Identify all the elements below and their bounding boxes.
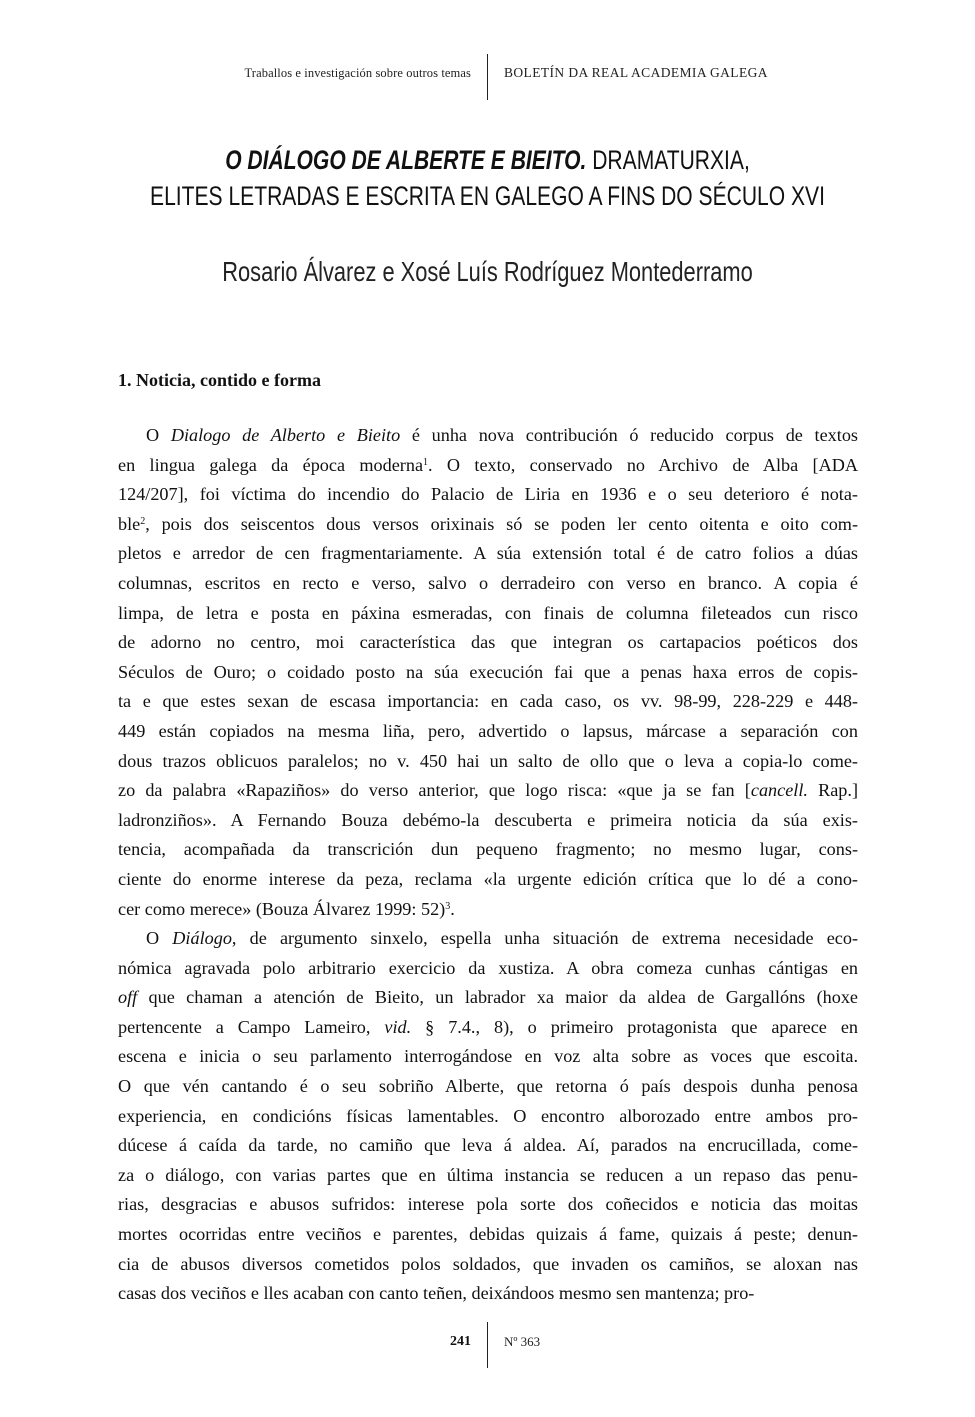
text-line — [118, 1102, 858, 1132]
text-run: ladronziños». A Fernando Bouza debémo-la descuberta e primeira noticia da súa exis- — [118, 809, 858, 830]
text-line — [118, 1161, 858, 1191]
text-line — [118, 1072, 858, 1102]
text-run: O — [146, 425, 171, 445]
text-run: tencia, acompañada da transcrición dun pequeno fragmento; no mesmo lugar, cons- — [118, 839, 858, 860]
text-run: O — [146, 928, 173, 949]
text-run: cer como merece» (Bouza Álvarez 1999: 52) — [118, 898, 446, 919]
page-footer — [0, 1322, 975, 1368]
text-line — [118, 539, 858, 569]
page-number: 241 — [450, 1334, 471, 1349]
text-line — [118, 865, 858, 895]
text-line — [118, 954, 858, 984]
text-line — [118, 1042, 858, 1072]
text-run: pletos e arredor de cen fragmentariamente. A súa extensión total é de catro folios a dúas — [118, 543, 858, 564]
text-run: za o diálogo, con varias partes que en última instancia se reducen a un repaso das penu- — [118, 1164, 858, 1185]
text-run: . — [450, 898, 455, 919]
article-title — [107, 142, 868, 214]
title-italic-work: O DIÁLOGO DE ALBERTE E BIEITO. — [225, 145, 587, 175]
text-run: dous trazos oblicuos paralelos; no v. 450 hai un salto de ollo que o leva a copia-lo come- — [118, 750, 858, 771]
text-run: ciente do enorme interese da peza, reclama «la urgente edición crítica que lo dé a cono- — [118, 868, 858, 889]
text-run: . O texto, conservado no Archivo de Alba [ADA — [428, 454, 858, 475]
issue-number: Nº 363 — [504, 1334, 541, 1349]
text-run: mortes ocorridas entre veciños e parentes, debidas quizais á fame, quizais á peste; denun- — [118, 1224, 858, 1245]
section-heading: 1. Noticia, contido e forma — [118, 370, 321, 390]
text-line — [118, 835, 858, 865]
text-run: § 7.4., 8), o primeiro protagonista que aparece en — [411, 1016, 858, 1037]
text-run: de adorno no centro, moi característica das que integran os cartapacios poéticos dos — [118, 632, 858, 653]
text-line — [118, 1220, 858, 1250]
text-run: é unha nova contribución ó reducido corpus de textos — [400, 425, 859, 445]
text-run: O que vén cantando é o seu sobriño Alberte, que retorna ó país despois dunha penosa — [118, 1076, 858, 1097]
text-line — [118, 480, 858, 510]
text-line — [118, 776, 858, 806]
text-line — [118, 421, 858, 451]
text-run: que chaman a atención de Bieito, un labrador xa maior da aldea de Gargallóns (hoxe — [137, 987, 858, 1008]
article-authors: Rosario Álvarez e Xosé Luís Rodríguez Montederramo — [222, 256, 753, 287]
text-run: casas dos veciños e lles acaban con canto teñen, deixándoos mesmo sen mantenza; pro- — [118, 1283, 755, 1304]
text-line — [118, 924, 858, 954]
body-text — [118, 421, 858, 1309]
text-line — [118, 687, 858, 717]
text-line — [118, 451, 858, 481]
text-run: pertencente a Campo Lameiro, — [118, 1016, 385, 1037]
text-run: nómica agravada polo arbitrario exercicio da xustiza. A obra comeza cunhas cántigas en — [118, 957, 858, 978]
text-run: columnas, escritos en recto e verso, salvo o derradeiro con verso en branco. A copia é — [118, 572, 858, 593]
text-line — [118, 1190, 858, 1220]
italic-run: cancell. — [750, 780, 808, 801]
italic-run: off — [118, 987, 138, 1008]
text-run: limpa, de letra e posta en páxina esmeradas, con finais de columna fileteados cun risco — [118, 602, 858, 623]
text-line — [118, 717, 858, 747]
italic-run: Diálogo — [172, 928, 232, 949]
text-run: 124/207], foi víctima do incendio do Palacio de Liria en 1936 e o seu deterioro é nota- — [118, 484, 858, 505]
text-run: , de argumento sinxelo, espella unha situación de extrema necesidade eco- — [231, 928, 859, 949]
running-head-section: Traballos e investigación sobre outros temas — [244, 66, 471, 80]
footer-divider — [487, 1322, 488, 1368]
text-line — [118, 1131, 858, 1161]
italic-run: Dialogo de Alberto e Bieito — [170, 425, 401, 445]
text-run: en lingua galega da época moderna — [118, 454, 424, 475]
text-line — [118, 1013, 858, 1043]
text-run: Rap.] — [807, 780, 858, 801]
running-head-divider — [487, 54, 488, 100]
title-line-1 — [107, 142, 868, 178]
title-rest: DRAMATURXIA, — [586, 145, 750, 175]
text-line — [118, 569, 858, 599]
footnote-ref[interactable]: 2 — [140, 515, 146, 527]
footnote-ref[interactable]: 1 — [423, 456, 429, 468]
text-run: dúcese á caída da tarde, no camiño que leva á aldea. Aí, parados na encrucillada, come- — [118, 1135, 858, 1156]
italic-run: vid. — [384, 1016, 412, 1037]
running-head-journal: BOLETÍN DA REAL ACADEMIA GALEGA — [504, 65, 768, 80]
text-run: escena e inicia o seu parlamento interrogándose en voz alta sobre as voces que escoita. — [118, 1046, 858, 1067]
text-run: experiencia, en condicións físicas lamentables. O encontro alborozado entre ambos pro- — [118, 1105, 858, 1126]
text-line — [118, 895, 858, 925]
running-head — [0, 54, 975, 100]
text-run: Séculos de Ouro; o coidado posto na súa execución fai que a penas haxa erros de copis- — [118, 661, 858, 682]
text-line — [118, 806, 858, 836]
text-run: 449 están copiados na mesma liña, pero, advertido o lapsus, márcase a separación con — [118, 720, 858, 741]
text-run: ta e que estes sexan de escasa importancia: en cada caso, os vv. 98-99, 228-229 e 448- — [118, 691, 858, 712]
title-line-2: ELITES LETRADAS E ESCRITA EN GALEGO A FINS DO SÉCULO XVI — [150, 181, 825, 211]
text-line — [118, 599, 858, 629]
text-run: ble — [118, 513, 141, 534]
text-run: rias, desgracias e abusos sufridos: interese pola sorte dos coñecidos e noticia das moitas — [118, 1194, 858, 1215]
text-line — [118, 510, 858, 540]
text-run: zo da palabra «Rapaziños» do verso anterior, que logo risca: «que ja se fan [ — [118, 780, 751, 801]
text-line — [118, 747, 858, 777]
text-run: cia de abusos diversos cometidos polos soldados, que invaden os camiños, se aloxan nas — [118, 1253, 858, 1274]
text-line — [118, 1279, 858, 1309]
text-run: , pois dos seiscentos dous versos orixinais só se poden ler cento oitenta e oito com- — [145, 513, 858, 534]
text-line — [118, 1250, 858, 1280]
footnote-ref[interactable]: 3 — [445, 900, 451, 912]
text-line — [118, 983, 858, 1013]
text-line — [118, 658, 858, 688]
text-line — [118, 628, 858, 658]
